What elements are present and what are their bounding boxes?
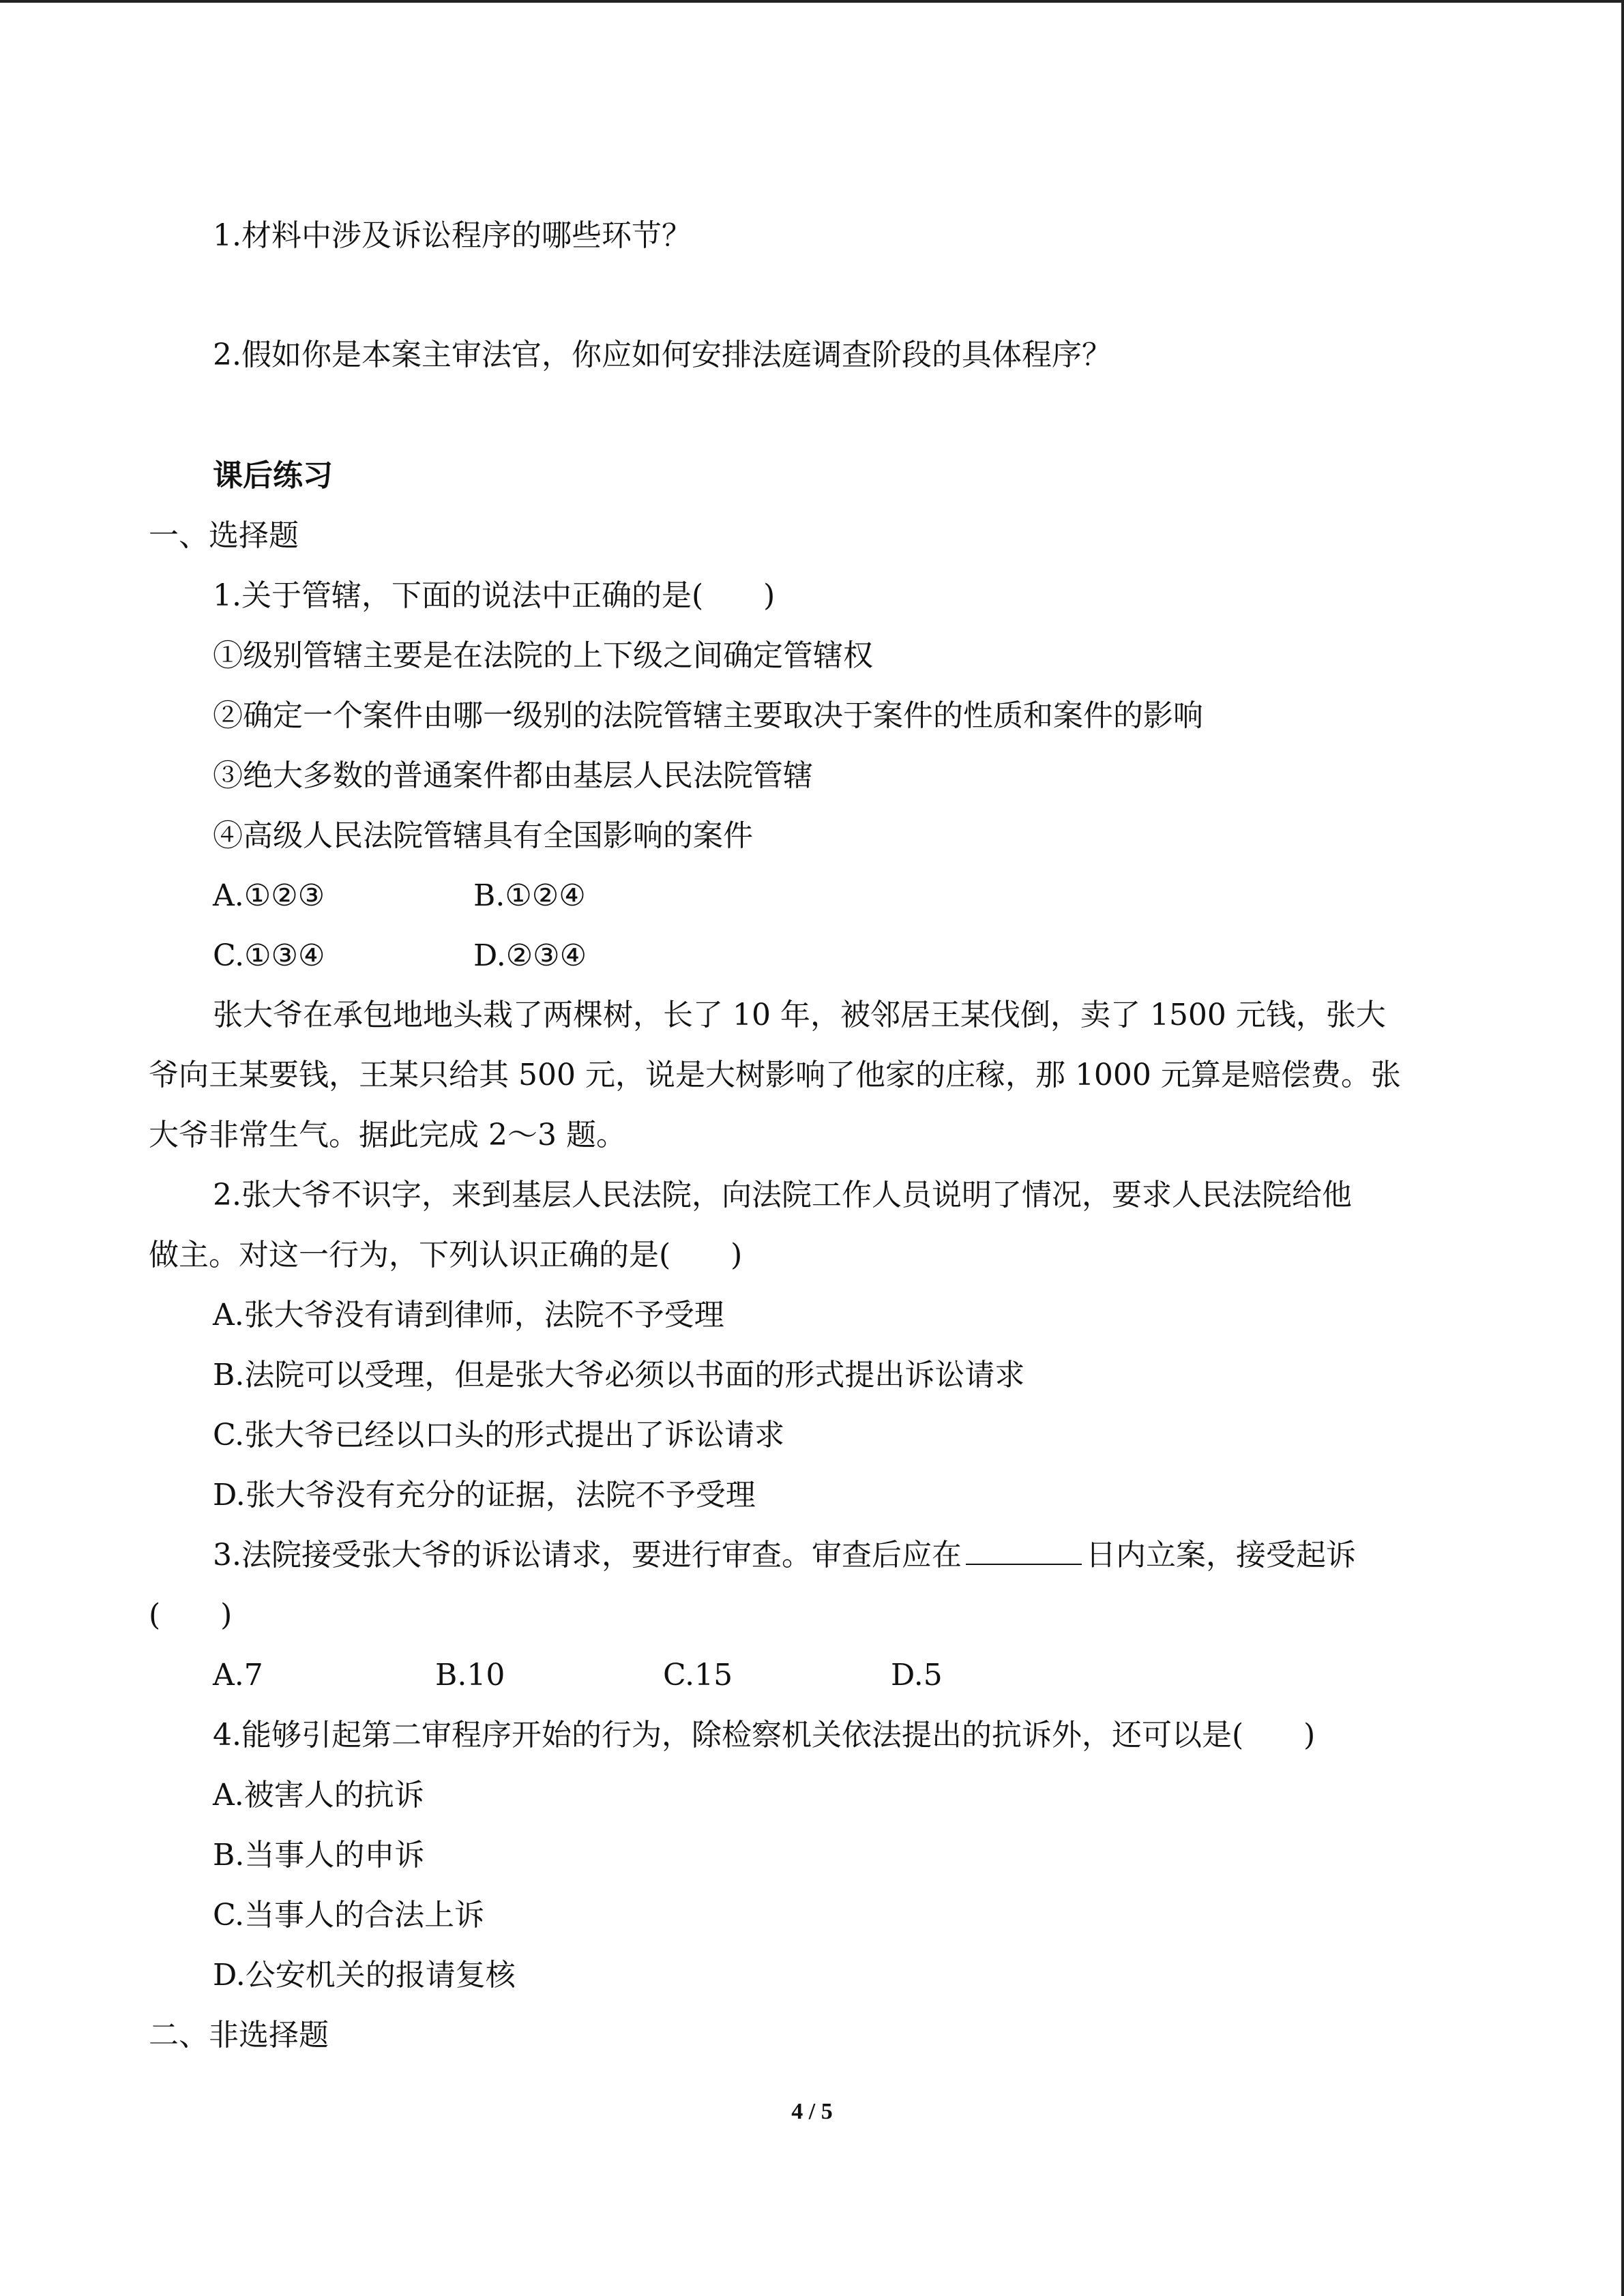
page-border-top <box>0 0 1624 3</box>
mc2-stem-line-1: 2.张大爷不识字，来到基层人民法院，向法院工作人员说明了情况，要求人民法院给他 <box>213 1178 1352 1212</box>
mc3-option-a: A.7 <box>213 1658 263 1693</box>
section-title: 课后练习 <box>213 458 333 493</box>
mc3-stem-line-2: ( ) <box>149 1598 233 1632</box>
question-material-2: 2.假如你是本案主审法官，你应如何安排法庭调查阶段的具体程序？ <box>213 338 1112 372</box>
mc1-item-1: ①级别管辖主要是在法院的上下级之间确定管辖权 <box>213 638 873 673</box>
mc1-option-b: B.①②④ <box>473 878 586 913</box>
mc2-option-d: D.张大爷没有充分的证据，法院不予受理 <box>213 1478 756 1512</box>
mc4-option-d: D.公安机关的报请复核 <box>213 1958 516 1993</box>
material-line-3: 大爷非常生气。据此完成 2～3 题。 <box>149 1118 626 1152</box>
mc4-option-a: A.被害人的抗诉 <box>213 1778 424 1813</box>
page-number: 4 / 5 <box>791 2099 833 2124</box>
mc3-stem-before: 3.法院接受张大爷的诉讼请求，要进行审查。审查后应在 <box>213 1538 962 1572</box>
mc1-item-4: ④高级人民法院管辖具有全国影响的案件 <box>213 818 753 853</box>
mc1-option-c: C.①③④ <box>213 938 325 973</box>
mc2-option-c: C.张大爷已经以口头的形式提出了诉讼请求 <box>213 1418 785 1452</box>
mc3-option-d: D.5 <box>891 1658 943 1693</box>
mc3-option-c: C.15 <box>663 1658 733 1693</box>
material-line-2: 爷向王某要钱，王某只给其 500 元，说是大树影响了他家的庄稼，那 1000 元算是赔偿费。张 <box>149 1058 1401 1092</box>
mc2-stem-line-2: 做主。对这一行为，下列认识正确的是( ) <box>149 1238 743 1272</box>
mc2-option-b: B.法院可以受理，但是张大爷必须以书面的形式提出诉讼请求 <box>213 1358 1025 1392</box>
mc1-item-3: ③绝大多数的普通案件都由基层人民法院管辖 <box>213 758 813 793</box>
mc1-option-a: A.①②③ <box>213 878 325 913</box>
mc4-stem: 4.能够引起第二审程序开始的行为，除检察机关依法提出的抗诉外，还可以是( ) <box>213 1718 1316 1753</box>
mc3-option-b: B.10 <box>435 1658 505 1693</box>
mc3-stem-after: 日内立案，接受起诉 <box>1085 1538 1356 1572</box>
mc1-item-2: ②确定一个案件由哪一级别的法院管辖主要取决于案件的性质和案件的影响 <box>213 698 1203 733</box>
mc3-stem <box>213 1535 1356 1576</box>
question-material-1: 1.材料中涉及诉讼程序的哪些环节？ <box>213 218 692 253</box>
mc2-option-a: A.张大爷没有请到律师，法院不予受理 <box>213 1298 724 1332</box>
part1-title: 一、选择题 <box>149 518 299 553</box>
mc1-stem: 1.关于管辖，下面的说法中正确的是( ) <box>213 578 776 613</box>
mc4-option-c: C.当事人的合法上诉 <box>213 1898 485 1933</box>
answer-blank <box>966 1536 1082 1565</box>
page-border-right <box>1621 0 1624 2296</box>
mc1-option-d: D.②③④ <box>473 938 587 973</box>
material-line-1: 张大爷在承包地地头栽了两棵树，长了 10 年，被邻居王某伐倒，卖了 1500 元钱，张大 <box>213 998 1386 1032</box>
part2-title: 二、非选择题 <box>149 2018 329 2053</box>
mc4-option-b: B.当事人的申诉 <box>213 1838 425 1873</box>
